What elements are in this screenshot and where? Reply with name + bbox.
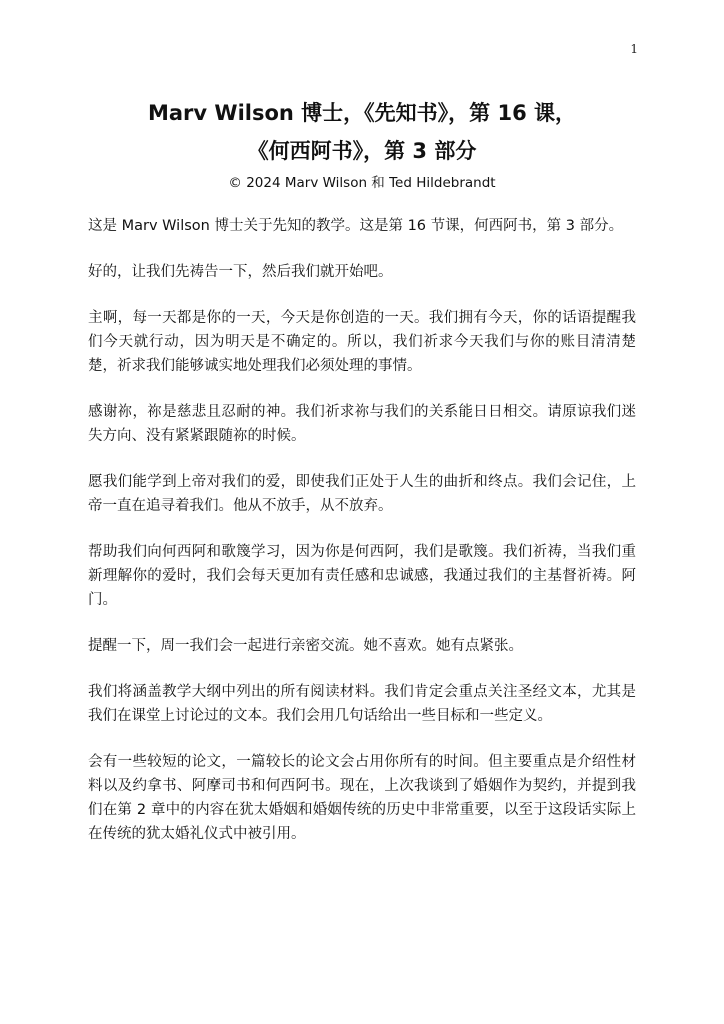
paragraph-intro: 这是 Marv Wilson 博士关于先知的教学。这是第 16 节课，何西阿书，第 3 部分。 <box>88 218 624 234</box>
paragraph-prayer-1: 主啊，每一天都是你的一天，今天是你创造的一天。我们拥有今天，你的话语提醒我们今天就行动，因为明天是不确定的。所以，我们祈求今天我们与你的账目清清楚楚，祈求我们能够诚实地处理我们必须处理的事情。 <box>88 310 636 374</box>
title-line-1: Marv Wilson 博士，《先知书》，第 16 课， <box>147 101 577 125</box>
paragraph-prayer-4: 帮助我们向何西阿和歌篾学习，因为你是何西阿，我们是歌篾。我们祈祷，当我们重新理解你的爱时，我们会每天更加有责任感和忠诚感，我通过我们的主基督祈祷。阿门。 <box>88 544 636 608</box>
paragraph-prayer-2: 感谢祢，祢是慈悲且忍耐的神。我们祈求祢与我们的关系能日日相交。请原谅我们迷失方向、没有紧紧跟随祢的时候。 <box>88 404 636 444</box>
title-line-2: 《何西阿书》，第 3 部分 <box>247 139 477 163</box>
document-body <box>88 214 636 868</box>
paragraph-prayer-start: 好的，让我们先祷告一下，然后我们就开始吧。 <box>88 264 393 280</box>
paragraph-prayer-3: 愿我们能学到上帝对我们的爱，即使我们正处于人生的曲折和终点。我们会记住，上帝一直在追寻着我们。他从不放手，从不放弃。 <box>88 474 636 514</box>
page-number: 1 <box>630 42 638 56</box>
paragraph-papers: 会有一些较短的论文，一篇较长的论文会占用你所有的时间。但主要重点是介绍性材料以及约拿书、阿摩司书和何西阿书。现在，上次我谈到了婚姻作为契约，并提到我们在第 2 章中的内容在犹太婚姻和婚姻传统的历史中非常重要，以至于这段话实际上在传统的犹太婚礼仪式中被引用。 <box>88 754 636 842</box>
document-header <box>60 94 664 193</box>
paragraph-reminder: 提醒一下，周一我们会一起进行亲密交流。她不喜欢。她有点紧张。 <box>88 638 523 654</box>
copyright-notice: © 2024 Marv Wilson 和 Ted Hildebrandt <box>228 175 496 191</box>
paragraph-readings: 我们将涵盖教学大纲中列出的所有阅读材料。我们肯定会重点关注圣经文本，尤其是我们在课堂上讨论过的文本。我们会用几句话给出一些目标和一些定义。 <box>88 684 636 724</box>
